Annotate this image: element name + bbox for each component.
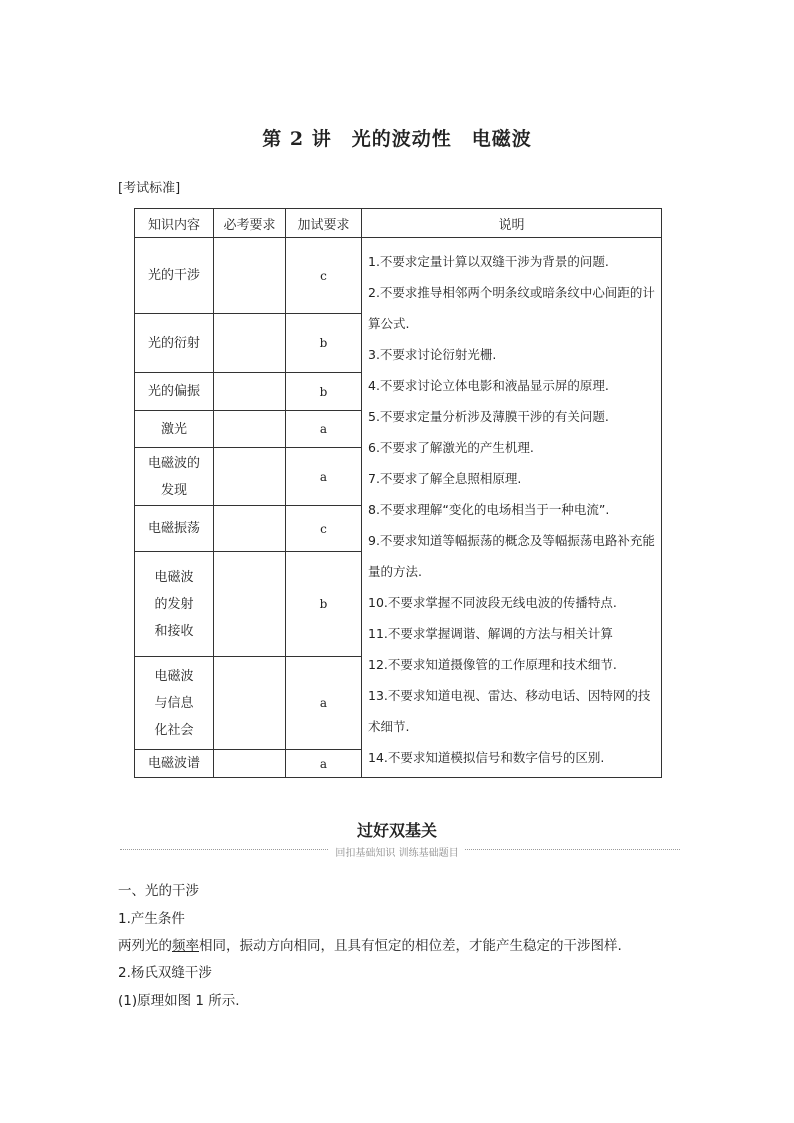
required-cell <box>214 657 286 750</box>
note-item: 13.不要求知道电视、雷达、移动电话、因特网的技术细节. <box>368 688 651 734</box>
required-cell <box>214 411 286 448</box>
extra-level-cell: b <box>286 314 362 373</box>
paragraph-principle: (1)原理如图 1 所示. <box>118 993 240 1009</box>
extra-level-cell: b <box>286 552 362 657</box>
standards-label: [考试标准] <box>118 181 181 196</box>
topic-cell: 光的干涉 <box>135 238 214 314</box>
extra-level-cell: a <box>286 448 362 506</box>
topic-cell: 电磁振荡 <box>135 506 214 552</box>
underlined-term: 频率 <box>172 938 199 954</box>
note-item: 8.不要求理解“变化的电场相当于一种电流”. <box>368 502 610 517</box>
section-subtitle: 回扣基础知识 训练基础题目 <box>0 841 794 860</box>
topic-cell: 光的衍射 <box>135 314 214 373</box>
topic-cell: 电磁波的 发现 <box>135 448 214 506</box>
note-item: 14.不要求知道模拟信号和数字信号的区别. <box>368 750 605 765</box>
note-item: 2.不要求推导相邻两个明条纹或暗条纹中心间距的计算公式. <box>368 285 655 331</box>
extra-level-cell: c <box>286 238 362 314</box>
paragraph-conditions: 两列光的频率相同，振动方向相同，且具有恒定的相位差，才能产生稳定的干涉图样. <box>118 938 622 954</box>
table-header-row <box>135 209 662 238</box>
required-cell <box>214 238 286 314</box>
required-cell <box>214 506 286 552</box>
heading-interference: 一、光的干涉 <box>118 883 199 899</box>
item-young-double-slit: 2.杨氏双缝干涉 <box>118 965 212 981</box>
topic-cell: 电磁波 的发射 和接收 <box>135 552 214 657</box>
header-notes: 说明 <box>362 209 662 238</box>
note-item: 7.不要求了解全息照相原理. <box>368 471 522 486</box>
topic-cell: 电磁波谱 <box>135 750 214 778</box>
extra-level-cell: a <box>286 750 362 778</box>
required-cell <box>214 314 286 373</box>
topic-cell: 激光 <box>135 411 214 448</box>
required-cell <box>214 373 286 411</box>
note-item: 6.不要求了解激光的产生机理. <box>368 440 534 455</box>
section-title: 过好双基关 <box>356 821 437 840</box>
note-item: 12.不要求知道摄像管的工作原理和技术细节. <box>368 657 617 672</box>
header-topic: 知识内容 <box>135 209 214 238</box>
extra-level-cell: b <box>286 373 362 411</box>
header-extra: 加试要求 <box>286 209 362 238</box>
note-item: 9.不要求知道等幅振荡的概念及等幅振荡电路补充能量的方法. <box>368 533 655 579</box>
requirements-table <box>134 208 662 778</box>
topic-cell: 光的偏振 <box>135 373 214 411</box>
header-required: 必考要求 <box>214 209 286 238</box>
note-item: 5.不要求定量分析涉及薄膜干涉的有关问题. <box>368 409 609 424</box>
page-title: 第 2 讲 光的波动性 电磁波 <box>262 128 532 150</box>
note-item: 4.不要求讨论立体电影和液晶显示屏的原理. <box>368 378 609 393</box>
required-cell <box>214 448 286 506</box>
notes-cell <box>362 238 662 778</box>
note-item: 3.不要求讨论衍射光栅. <box>368 347 497 362</box>
extra-level-cell: a <box>286 411 362 448</box>
table-row <box>135 238 662 314</box>
topic-cell: 电磁波 与信息 化社会 <box>135 657 214 750</box>
extra-level-cell: a <box>286 657 362 750</box>
note-item: 10.不要求掌握不同波段无线电波的传播特点. <box>368 595 617 610</box>
item-conditions: 1.产生条件 <box>118 911 185 927</box>
note-item: 11.不要求掌握调谐、解调的方法与相关计算 <box>368 626 613 641</box>
note-item: 1.不要求定量计算以双缝干涉为背景的问题. <box>368 254 609 269</box>
extra-level-cell: c <box>286 506 362 552</box>
required-cell <box>214 552 286 657</box>
required-cell <box>214 750 286 778</box>
